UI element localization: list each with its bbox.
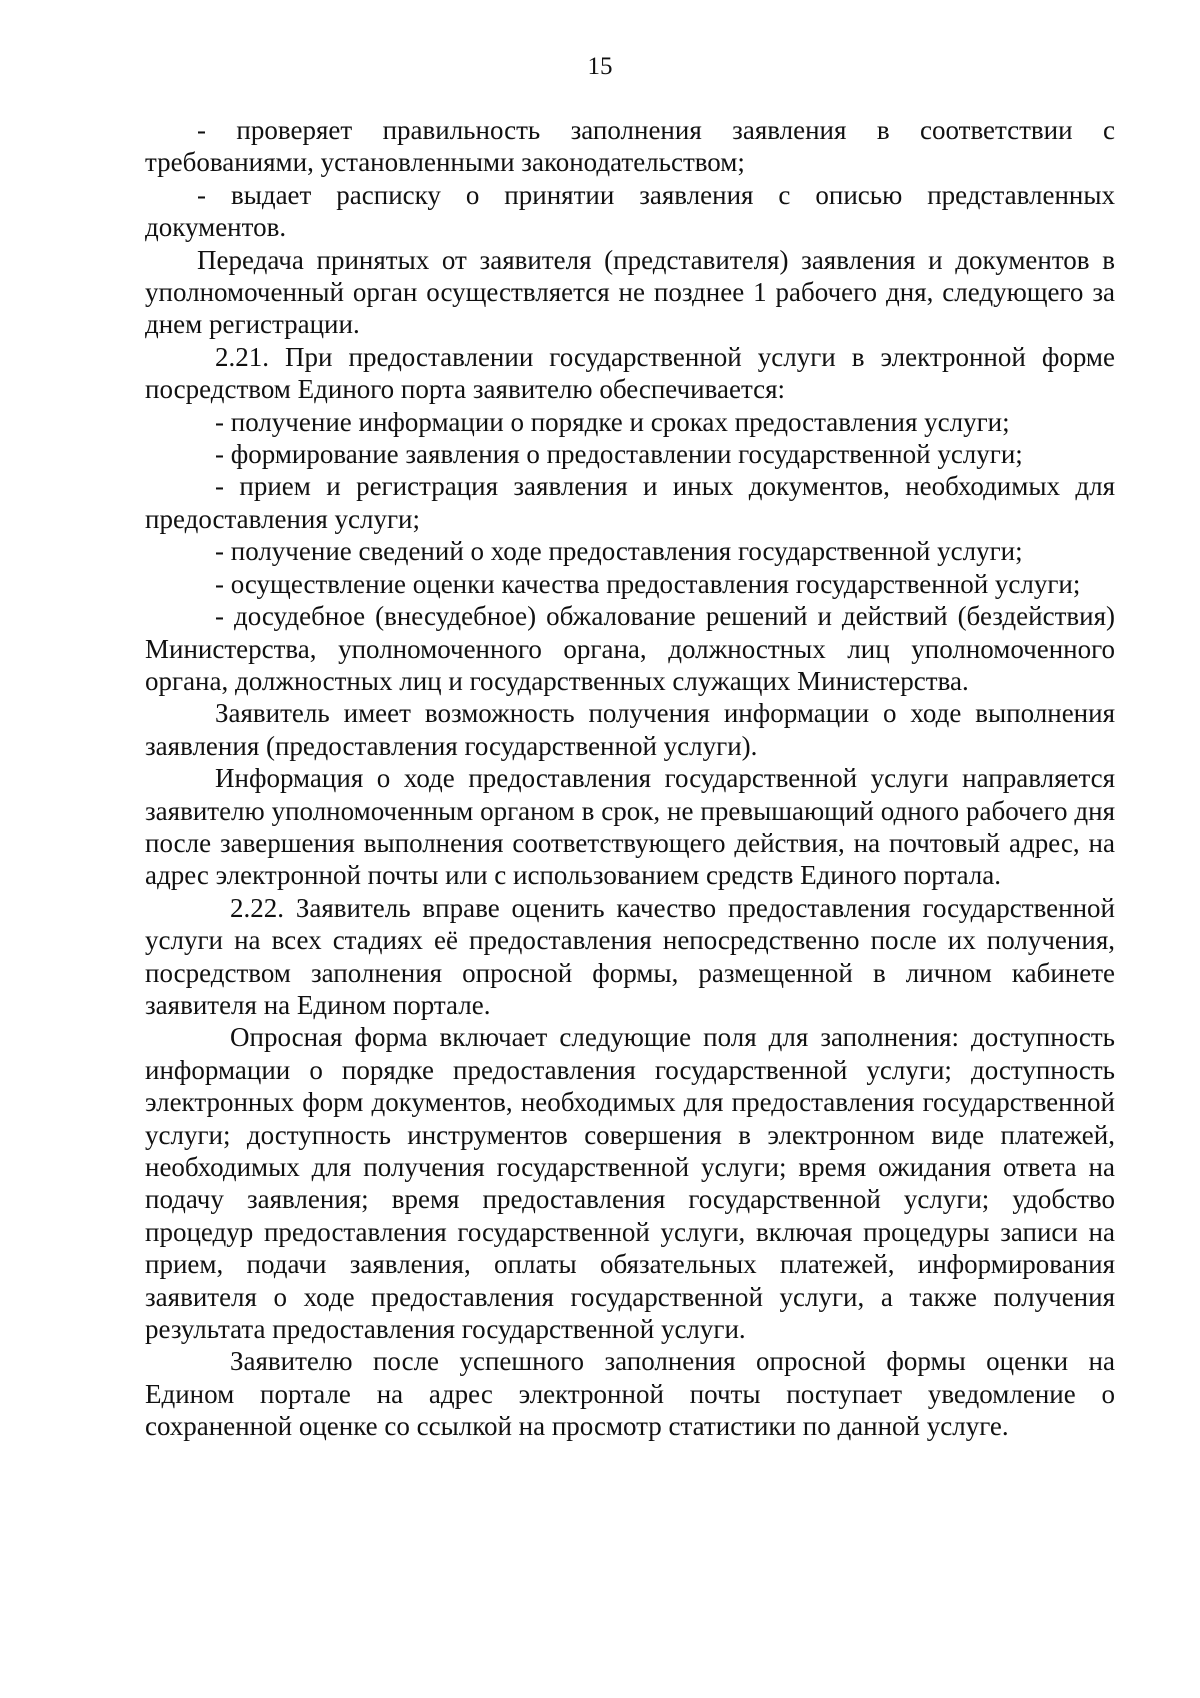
body-text <box>145 114 1115 1443</box>
list-item-quality-assessment: - осуществление оценки качества предоставления государственной услуги; <box>215 568 1081 599</box>
paragraph-progress-notification: Информация о ходе предоставления государственной услуги направляется заявителю уполномоченным органом в срок, не превышающий одного рабочего дня после завершения выполнения соответствующего действия, на почтовый адрес, на адрес электронной почты или с использованием средств Единого портала. <box>145 763 1115 891</box>
list-item-form-application: - формирование заявления о предоставлении государственной услуги; <box>215 439 1023 470</box>
paragraph-issue-receipt: - выдает расписку о принятии заявления с описью представленных документов. <box>145 179 1115 243</box>
paragraph-transfer-documents: Передача принятых от заявителя (представителя) заявления и документов в уполномоченный орган осуществляется не позднее 1 рабочего дня, следующего за днем регистрации. <box>145 244 1115 340</box>
list-item-progress-info: - получение сведений о ходе предоставления государственной услуги; <box>215 536 1023 567</box>
paragraph-section-2-21: 2.21. При предоставлении государственной услуги в электронной форме посредством Единого порта заявителю обеспечивается: <box>145 341 1115 405</box>
paragraph-applicant-tracking: Заявитель имеет возможность получения информации о ходе выполнения заявления (предоставления государственной услуги). <box>145 698 1115 761</box>
paragraph-assessment-notification: Заявителю после успешного заполнения опросной формы оценки на Едином портале на адрес электронной почты поступает уведомление о сохраненной оценке со ссылкой на просмотр статистики по данной услуге. <box>145 1346 1115 1442</box>
list-item-receive-register: - прием и регистрация заявления и иных документов, необходимых для предоставления услуги; <box>145 471 1115 534</box>
list-item-appeal: - досудебное (внесудебное) обжалование решений и действий (бездействия) Министерства, уполномоченного органа, должностных лиц уполномоченного органа, должностных лиц и государственных служащих Министерства. <box>145 601 1115 696</box>
page-number: 15 <box>587 53 613 80</box>
paragraph-check-application: - проверяет правильность заполнения заявления в соответствии с требованиями, установленными законодательством; <box>145 115 1115 178</box>
paragraph-survey-form-fields: Опросная форма включает следующие поля для заполнения: доступность информации о порядке предоставления государственной услуги; доступность электронных форм документов, необходимых для предоставления государственной услуги; доступность инструментов совершения в электронном виде платежей, необходимых для получения государственной услуги; время ожидания ответа на подачу заявления; время предоставления государственной услуги; удобство процедур предоставления государственной услуги, включая процедуры записи на прием, подачи заявления, оплаты обязательных платежей, информирования заявителя о ходе предоставления государственной услуги, а также получения результата предоставления государственной услуги. <box>145 1022 1115 1345</box>
list-item-get-information: - получение информации о порядке и сроках предоставления услуги; <box>215 406 1010 437</box>
paragraph-section-2-22: 2.22. Заявитель вправе оценить качество предоставления государственной услуги на всех стадиях её предоставления непосредственно после их получения, посредством заполнения опросной формы, размещенной в личном кабинете заявителя на Едином портале. <box>145 892 1115 1020</box>
